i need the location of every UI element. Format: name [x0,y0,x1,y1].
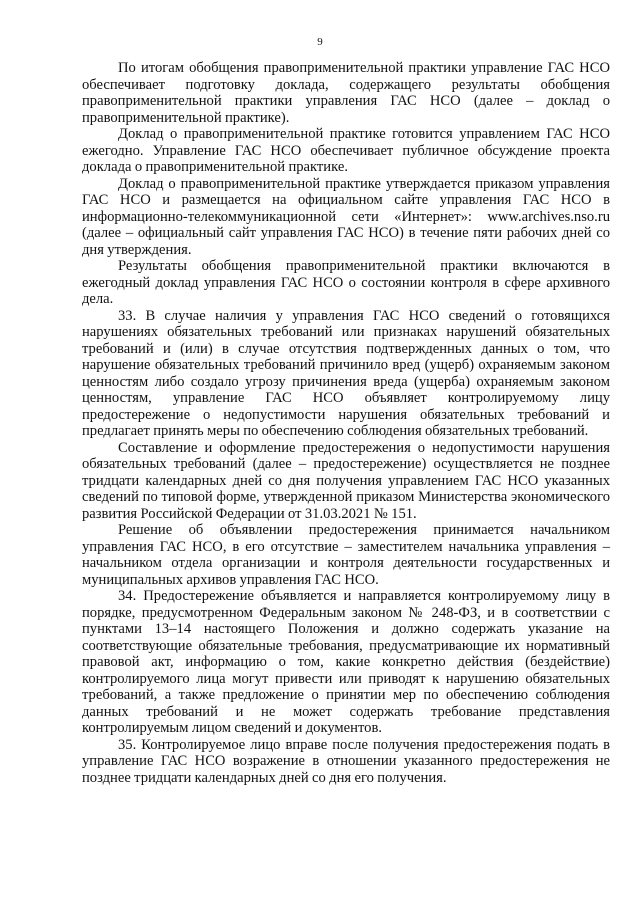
paragraph-report-annual: Доклад о правоприменительной практике готовится управлением ГАС НСО ежегодно. Управление ГАС НСО обеспечивает публичное обсуждение проекта доклада о правоприменительной практике. [82,126,610,175]
page-number: 9 [317,36,323,48]
paragraph-clause-34: 34. Предостережение объявляется и направляется контролируемому лицу в порядке, предусмотренном Федеральным законом № 248-ФЗ, и в соответствии с пунктами 13–14 настоящего Положения и должно содержать указание на соответствующие обязательные требования, предусматривающие их нормативный правовой акт, информацию о том, какие конкретно действия (бездействие) контролируемого лица могут привести или приводят к нарушению обязательных требований, а также предложение о принятии мер по обеспечению соблюдения данных требований и не может содержать требование представления контролируемым лицом сведений и документов. [82,588,610,736]
paragraph-clause-33: 33. В случае наличия у управления ГАС НСО сведений о готовящихся нарушениях обязательных требований или признаках нарушений обязательных требований и (или) в случае отсутствия подтвержденных данных о том, что нарушение обязательных требований причинило вред (ущерб) охраняемым законом ценностям либо создало угрозу причинения вреда (ущерба) охраняемым законом ценностям, управление ГАС НСО объявляет контролируемому лицу предостережение о недопустимости нарушения обязательных требований и предлагает принять меры по обеспечению соблюдения обязательных требований. [82,307,610,439]
paragraph-report-approval: Доклад о правоприменительной практике утверждается приказом управления ГАС НСО и размещается на официальном сайте управления ГАС НСО в информационно-телекоммуникационной сети «Интернет»: www.archives.nso.ru (далее – официальный сайт управления ГАС НСО) в течение пяти рабочих дней со дня утверждения. [82,175,610,258]
paragraph-report-preparation: По итогам обобщения правоприменительной практики управление ГАС НСО обеспечивает подготовку доклада, содержащего результаты обобщения правоприменительной практики управления ГАС НСО (далее – доклад о правоприменительной практике). [82,60,610,126]
paragraph-warning-drafting: Составление и оформление предостережения о недопустимости нарушения обязательных требований (далее – предостережение) осуществляется не позднее тридцати календарных дней со дня получения управлением ГАС НСО указанных сведений по типовой форме, утвержденной приказом Министерства экономического развития Российской Федерации от 31.03.2021 № 151. [82,439,610,522]
document-body [82,60,610,786]
paragraph-warning-decision: Решение об объявлении предостережения принимается начальником управления ГАС НСО, в его отсутствие – заместителем начальника управления – начальником отдела организации и контроля деятельности государственных и муниципальных архивов управления ГАС НСО. [82,522,610,588]
paragraph-clause-35: 35. Контролируемое лицо вправе после получения предостережения подать в управление ГАС НСО возражение в отношении указанного предостережения не позднее тридцати календарных дней со дня его получения. [82,736,610,786]
paragraph-results-inclusion: Результаты обобщения правоприменительной практики включаются в ежегодный доклад управления ГАС НСО о состоянии контроля в сфере архивного дела. [82,258,610,307]
